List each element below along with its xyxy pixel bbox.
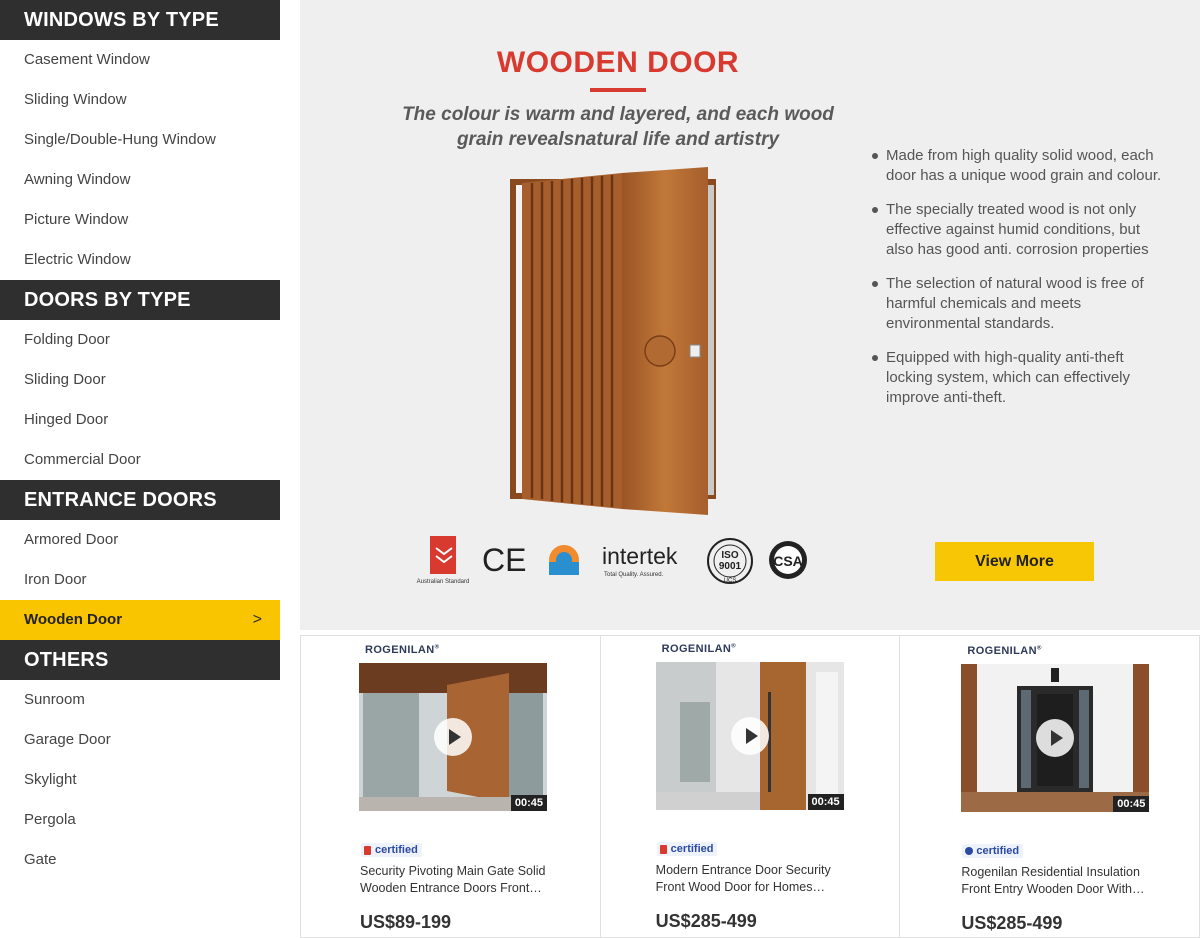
- svg-text:Total Quality. Assured.: Total Quality. Assured.: [604, 572, 664, 578]
- feature-item: Made from high quality solid wood, each door has a unique wood grain and colour.: [870, 146, 1170, 186]
- svg-text:intertek: intertek: [602, 543, 678, 569]
- hero-subtitle: The colour is warm and layered, and each wood grain revealsnatural life and artistry: [402, 104, 834, 150]
- certification-logos: [416, 532, 824, 590]
- product-price: US$285-499: [655, 911, 757, 931]
- sidebar-item-label: Wooden Door: [24, 611, 123, 628]
- product-video-thumbnail[interactable]: [656, 662, 844, 810]
- svg-text:CE: CE: [482, 542, 527, 578]
- feature-item: The specially treated wood is not only effective against humid conditions, but also has good anti. corrosion properties: [870, 200, 1170, 260]
- feature-list: [870, 146, 1170, 422]
- svg-text:Australian Standard: Australian Standard: [416, 579, 470, 585]
- video-duration: 00:45: [1113, 796, 1149, 812]
- sidebar-item-awning-window[interactable]: Awning Window: [24, 171, 131, 188]
- sidebar-item-electric-window[interactable]: Electric Window: [24, 251, 131, 268]
- sidebar-item-sliding-door[interactable]: Sliding Door: [24, 371, 106, 388]
- page-title: WOODEN DOOR: [496, 46, 740, 79]
- svg-text:ISO: ISO: [721, 550, 739, 561]
- product-title[interactable]: Security Pivoting Main Gate Solid Wooden Entrance Doors Front…: [360, 864, 546, 895]
- feature-item: Equipped with high-quality anti-theft locking system, which can effectively improve anti-theft.: [870, 348, 1170, 408]
- brand-logo: ROGENILAN®: [365, 644, 440, 656]
- product-price: US$89-199: [360, 912, 452, 932]
- svg-text:UCS: UCS: [723, 578, 737, 584]
- section-header-doors: DOORS BY TYPE: [0, 280, 280, 320]
- sidebar-item-picture-window[interactable]: Picture Window: [24, 211, 129, 228]
- section-header-others: OTHERS: [0, 640, 280, 680]
- title-underline: [590, 88, 646, 92]
- section-header-entrance: ENTRANCE DOORS: [0, 480, 280, 520]
- svg-text:CSA: CSA: [773, 553, 803, 569]
- sidebar-item-casement-window[interactable]: Casement Window: [24, 51, 150, 68]
- svg-text:9001: 9001: [718, 561, 742, 572]
- feature-item: The selection of natural wood is free of harmful chemicals and meets environmental standards.: [870, 274, 1170, 334]
- certified-icon: [364, 846, 371, 855]
- hero-banner: [300, 0, 1200, 630]
- australian-standard-logo: [417, 536, 470, 585]
- play-icon[interactable]: [434, 718, 472, 756]
- wooden-door-image: [510, 165, 720, 517]
- product-card[interactable]: [301, 636, 601, 937]
- product-price: US$285-499: [961, 913, 1063, 933]
- product-card[interactable]: [601, 636, 901, 937]
- brand-logo: ROGENILAN®: [661, 643, 737, 655]
- sidebar-item-folding-door[interactable]: Folding Door: [24, 331, 110, 348]
- product-card[interactable]: [900, 636, 1199, 937]
- sidebar-item-sliding-window[interactable]: Sliding Window: [24, 91, 127, 108]
- sidebar-item-hinged-door[interactable]: Hinged Door: [24, 411, 109, 428]
- sidebar-item-wooden-door[interactable]: [0, 600, 280, 640]
- sidebar-item-iron-door[interactable]: Iron Door: [24, 571, 87, 588]
- category-sidebar: [0, 0, 280, 938]
- sidebar-item-pergola[interactable]: Pergola: [24, 811, 76, 828]
- play-icon[interactable]: [731, 717, 769, 755]
- product-title[interactable]: Rogenilan Residential Insulation Front Entry Wooden Door With…: [961, 865, 1145, 896]
- certified-icon: [965, 847, 973, 855]
- view-more-button[interactable]: View More: [935, 542, 1094, 581]
- sidebar-item-armored-door[interactable]: Armored Door: [24, 531, 119, 548]
- sidebar-item-hung-window[interactable]: Single/Double-Hung Window: [24, 131, 216, 148]
- product-video-thumbnail[interactable]: [359, 663, 547, 811]
- brand-logo: ROGENILAN®: [967, 645, 1042, 657]
- certified-badge: certified: [657, 842, 718, 856]
- certified-badge: certified: [962, 844, 1023, 858]
- certified-icon: [660, 845, 667, 854]
- video-duration: 00:45: [808, 794, 844, 810]
- sidebar-item-gate[interactable]: Gate: [24, 851, 57, 868]
- iso-9001-logo: [708, 539, 752, 584]
- intertek-logo: [602, 543, 678, 578]
- sidebar-item-commercial-door[interactable]: Commercial Door: [24, 451, 141, 468]
- sun-cert-logo: [549, 545, 579, 575]
- video-duration: 00:45: [511, 795, 547, 811]
- csa-logo: [769, 541, 807, 579]
- sidebar-item-skylight[interactable]: Skylight: [24, 771, 77, 788]
- chevron-right-icon: >: [252, 611, 262, 628]
- product-grid: [300, 635, 1200, 938]
- certified-badge: certified: [361, 843, 422, 857]
- sidebar-item-garage-door[interactable]: Garage Door: [24, 731, 111, 748]
- product-video-thumbnail[interactable]: [961, 664, 1149, 812]
- product-title[interactable]: Modern Entrance Door Security Front Wood Door for Homes…: [655, 863, 831, 894]
- ce-logo: [482, 542, 526, 578]
- section-header-windows: WINDOWS BY TYPE: [0, 0, 280, 40]
- sidebar-item-sunroom[interactable]: Sunroom: [24, 691, 85, 708]
